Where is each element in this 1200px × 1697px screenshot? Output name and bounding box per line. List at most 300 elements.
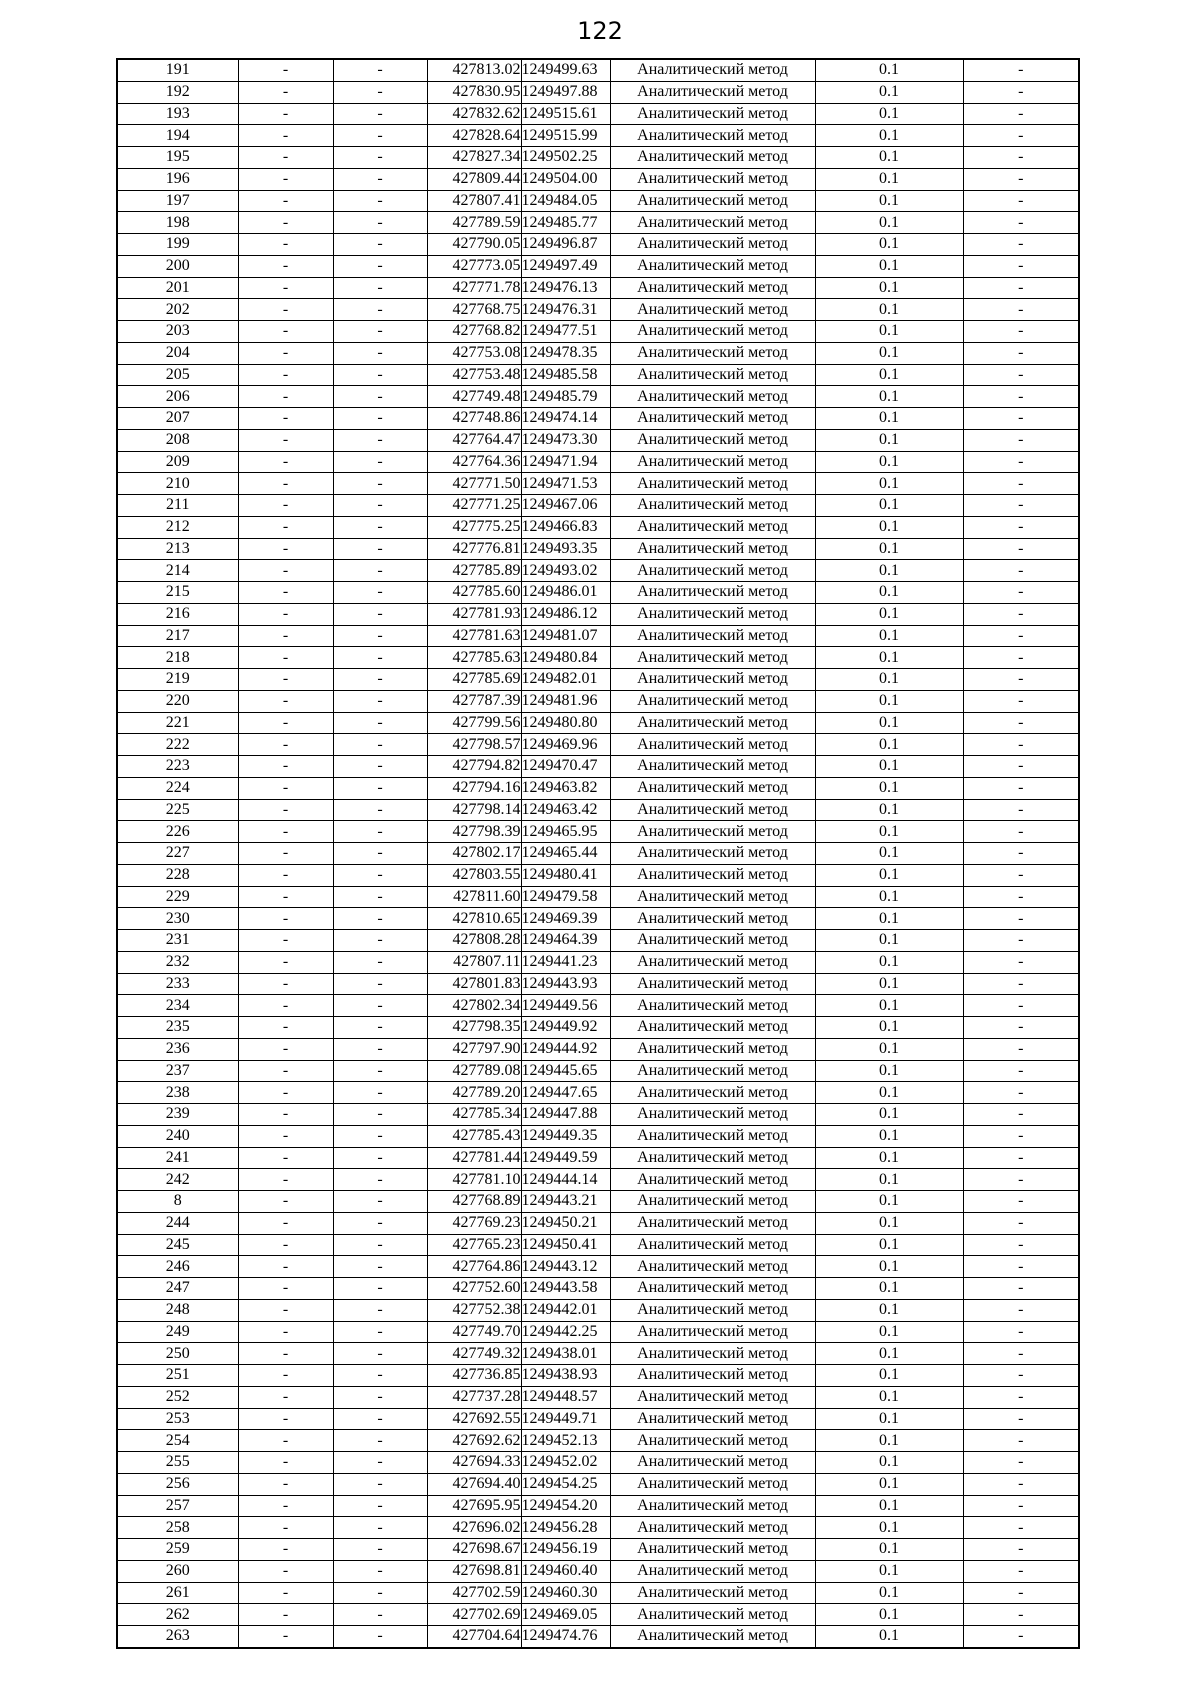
method-cell: Аналитический метод bbox=[610, 516, 815, 538]
table-row bbox=[117, 81, 1079, 103]
y-coordinate-cell: 1249444.92 bbox=[521, 1038, 610, 1060]
dash-cell: - bbox=[963, 495, 1079, 517]
dash-cell: - bbox=[963, 712, 1079, 734]
x-coordinate-cell: 427827.34 bbox=[427, 147, 521, 169]
x-coordinate-cell: 427773.05 bbox=[427, 255, 521, 277]
dash-cell: - bbox=[963, 125, 1079, 147]
y-coordinate-cell: 1249497.88 bbox=[521, 81, 610, 103]
x-coordinate-cell: 427789.59 bbox=[427, 212, 521, 234]
accuracy-cell: 0.1 bbox=[815, 886, 963, 908]
table-row bbox=[117, 125, 1079, 147]
dash-cell: - bbox=[238, 321, 333, 343]
method-cell: Аналитический метод bbox=[610, 1082, 815, 1104]
dash-cell: - bbox=[963, 734, 1079, 756]
dash-cell: - bbox=[238, 255, 333, 277]
dash-cell: - bbox=[963, 908, 1079, 930]
accuracy-cell: 0.1 bbox=[815, 1495, 963, 1517]
method-cell: Аналитический метод bbox=[610, 799, 815, 821]
dash-cell: - bbox=[238, 103, 333, 125]
dash-cell: - bbox=[963, 1495, 1079, 1517]
table-row bbox=[117, 255, 1079, 277]
method-cell: Аналитический метод bbox=[610, 1517, 815, 1539]
y-coordinate-cell: 1249442.25 bbox=[521, 1321, 610, 1343]
dash-cell: - bbox=[333, 1582, 427, 1604]
point-number-cell: 240 bbox=[117, 1125, 238, 1147]
method-cell: Аналитический метод bbox=[610, 190, 815, 212]
point-number-cell: 229 bbox=[117, 886, 238, 908]
dash-cell: - bbox=[238, 1604, 333, 1626]
dash-cell: - bbox=[333, 538, 427, 560]
dash-cell: - bbox=[963, 1343, 1079, 1365]
method-cell: Аналитический метод bbox=[610, 777, 815, 799]
method-cell: Аналитический метод bbox=[610, 603, 815, 625]
table-row bbox=[117, 973, 1079, 995]
accuracy-cell: 0.1 bbox=[815, 864, 963, 886]
y-coordinate-cell: 1249464.39 bbox=[521, 930, 610, 952]
dash-cell: - bbox=[963, 516, 1079, 538]
y-coordinate-cell: 1249448.57 bbox=[521, 1386, 610, 1408]
point-number-cell: 245 bbox=[117, 1234, 238, 1256]
dash-cell: - bbox=[333, 234, 427, 256]
method-cell: Аналитический метод bbox=[610, 1169, 815, 1191]
table-row bbox=[117, 386, 1079, 408]
dash-cell: - bbox=[238, 473, 333, 495]
dash-cell: - bbox=[238, 495, 333, 517]
point-number-cell: 260 bbox=[117, 1560, 238, 1582]
method-cell: Аналитический метод bbox=[610, 1430, 815, 1452]
dash-cell: - bbox=[333, 1321, 427, 1343]
y-coordinate-cell: 1249486.12 bbox=[521, 603, 610, 625]
dash-cell: - bbox=[238, 1386, 333, 1408]
x-coordinate-cell: 427785.43 bbox=[427, 1125, 521, 1147]
y-coordinate-cell: 1249449.71 bbox=[521, 1408, 610, 1430]
dash-cell: - bbox=[963, 1060, 1079, 1082]
dash-cell: - bbox=[238, 1365, 333, 1387]
point-number-cell: 242 bbox=[117, 1169, 238, 1191]
dash-cell: - bbox=[333, 516, 427, 538]
table-row bbox=[117, 843, 1079, 865]
y-coordinate-cell: 1249480.80 bbox=[521, 712, 610, 734]
table-row bbox=[117, 647, 1079, 669]
point-number-cell: 246 bbox=[117, 1256, 238, 1278]
dash-cell: - bbox=[963, 603, 1079, 625]
y-coordinate-cell: 1249482.01 bbox=[521, 669, 610, 691]
table-row bbox=[117, 908, 1079, 930]
dash-cell: - bbox=[963, 821, 1079, 843]
point-number-cell: 209 bbox=[117, 451, 238, 473]
method-cell: Аналитический метод bbox=[610, 429, 815, 451]
method-cell: Аналитический метод bbox=[610, 1604, 815, 1626]
dash-cell: - bbox=[238, 212, 333, 234]
method-cell: Аналитический метод bbox=[610, 451, 815, 473]
accuracy-cell: 0.1 bbox=[815, 1191, 963, 1213]
dash-cell: - bbox=[333, 1626, 427, 1648]
dash-cell: - bbox=[238, 843, 333, 865]
dash-cell: - bbox=[238, 799, 333, 821]
dash-cell: - bbox=[963, 1560, 1079, 1582]
dash-cell: - bbox=[238, 1104, 333, 1126]
table-body bbox=[117, 59, 1079, 1648]
y-coordinate-cell: 1249497.49 bbox=[521, 255, 610, 277]
dash-cell: - bbox=[238, 1473, 333, 1495]
y-coordinate-cell: 1249443.12 bbox=[521, 1256, 610, 1278]
table-row bbox=[117, 560, 1079, 582]
y-coordinate-cell: 1249474.14 bbox=[521, 408, 610, 430]
x-coordinate-cell: 427781.63 bbox=[427, 625, 521, 647]
dash-cell: - bbox=[238, 930, 333, 952]
x-coordinate-cell: 427696.02 bbox=[427, 1517, 521, 1539]
dash-cell: - bbox=[238, 1256, 333, 1278]
accuracy-cell: 0.1 bbox=[815, 582, 963, 604]
method-cell: Аналитический метод bbox=[610, 59, 815, 81]
method-cell: Аналитический метод bbox=[610, 1495, 815, 1517]
table-row bbox=[117, 625, 1079, 647]
dash-cell: - bbox=[963, 560, 1079, 582]
method-cell: Аналитический метод bbox=[610, 1191, 815, 1213]
accuracy-cell: 0.1 bbox=[815, 538, 963, 560]
table-row bbox=[117, 1321, 1079, 1343]
y-coordinate-cell: 1249481.96 bbox=[521, 690, 610, 712]
accuracy-cell: 0.1 bbox=[815, 408, 963, 430]
y-coordinate-cell: 1249450.21 bbox=[521, 1212, 610, 1234]
y-coordinate-cell: 1249471.53 bbox=[521, 473, 610, 495]
dash-cell: - bbox=[333, 386, 427, 408]
x-coordinate-cell: 427749.32 bbox=[427, 1343, 521, 1365]
point-number-cell: 219 bbox=[117, 669, 238, 691]
dash-cell: - bbox=[333, 930, 427, 952]
accuracy-cell: 0.1 bbox=[815, 1256, 963, 1278]
x-coordinate-cell: 427802.17 bbox=[427, 843, 521, 865]
x-coordinate-cell: 427764.86 bbox=[427, 1256, 521, 1278]
accuracy-cell: 0.1 bbox=[815, 995, 963, 1017]
accuracy-cell: 0.1 bbox=[815, 1408, 963, 1430]
x-coordinate-cell: 427789.20 bbox=[427, 1082, 521, 1104]
dash-cell: - bbox=[333, 1191, 427, 1213]
x-coordinate-cell: 427785.89 bbox=[427, 560, 521, 582]
dash-cell: - bbox=[963, 212, 1079, 234]
point-number-cell: 231 bbox=[117, 930, 238, 952]
x-coordinate-cell: 427702.59 bbox=[427, 1582, 521, 1604]
table-row bbox=[117, 995, 1079, 1017]
method-cell: Аналитический метод bbox=[610, 951, 815, 973]
y-coordinate-cell: 1249471.94 bbox=[521, 451, 610, 473]
point-number-cell: 215 bbox=[117, 582, 238, 604]
dash-cell: - bbox=[238, 1191, 333, 1213]
method-cell: Аналитический метод bbox=[610, 1321, 815, 1343]
point-number-cell: 197 bbox=[117, 190, 238, 212]
dash-cell: - bbox=[238, 1212, 333, 1234]
dash-cell: - bbox=[963, 582, 1079, 604]
y-coordinate-cell: 1249486.01 bbox=[521, 582, 610, 604]
dash-cell: - bbox=[963, 1321, 1079, 1343]
accuracy-cell: 0.1 bbox=[815, 799, 963, 821]
dash-cell: - bbox=[333, 321, 427, 343]
y-coordinate-cell: 1249460.40 bbox=[521, 1560, 610, 1582]
table-row bbox=[117, 1299, 1079, 1321]
accuracy-cell: 0.1 bbox=[815, 1125, 963, 1147]
y-coordinate-cell: 1249476.13 bbox=[521, 277, 610, 299]
x-coordinate-cell: 427694.40 bbox=[427, 1473, 521, 1495]
dash-cell: - bbox=[333, 603, 427, 625]
method-cell: Аналитический метод bbox=[610, 255, 815, 277]
accuracy-cell: 0.1 bbox=[815, 908, 963, 930]
method-cell: Аналитический метод bbox=[610, 1256, 815, 1278]
point-number-cell: 236 bbox=[117, 1038, 238, 1060]
table-row bbox=[117, 147, 1079, 169]
accuracy-cell: 0.1 bbox=[815, 234, 963, 256]
accuracy-cell: 0.1 bbox=[815, 777, 963, 799]
accuracy-cell: 0.1 bbox=[815, 734, 963, 756]
dash-cell: - bbox=[333, 147, 427, 169]
x-coordinate-cell: 427753.48 bbox=[427, 364, 521, 386]
dash-cell: - bbox=[333, 843, 427, 865]
y-coordinate-cell: 1249443.58 bbox=[521, 1278, 610, 1300]
accuracy-cell: 0.1 bbox=[815, 843, 963, 865]
dash-cell: - bbox=[238, 1539, 333, 1561]
x-coordinate-cell: 427828.64 bbox=[427, 125, 521, 147]
dash-cell: - bbox=[333, 951, 427, 973]
dash-cell: - bbox=[238, 821, 333, 843]
table-row bbox=[117, 495, 1079, 517]
point-number-cell: 221 bbox=[117, 712, 238, 734]
dash-cell: - bbox=[238, 647, 333, 669]
x-coordinate-cell: 427695.95 bbox=[427, 1495, 521, 1517]
dash-cell: - bbox=[333, 299, 427, 321]
dash-cell: - bbox=[333, 973, 427, 995]
y-coordinate-cell: 1249443.21 bbox=[521, 1191, 610, 1213]
table-row bbox=[117, 1539, 1079, 1561]
method-cell: Аналитический метод bbox=[610, 756, 815, 778]
dash-cell: - bbox=[238, 1626, 333, 1648]
table-row bbox=[117, 1473, 1079, 1495]
dash-cell: - bbox=[238, 234, 333, 256]
y-coordinate-cell: 1249493.02 bbox=[521, 560, 610, 582]
y-coordinate-cell: 1249450.41 bbox=[521, 1234, 610, 1256]
table-row bbox=[117, 886, 1079, 908]
method-cell: Аналитический метод bbox=[610, 995, 815, 1017]
x-coordinate-cell: 427776.81 bbox=[427, 538, 521, 560]
dash-cell: - bbox=[238, 951, 333, 973]
dash-cell: - bbox=[963, 951, 1079, 973]
method-cell: Аналитический метод bbox=[610, 495, 815, 517]
dash-cell: - bbox=[238, 1321, 333, 1343]
point-number-cell: 204 bbox=[117, 342, 238, 364]
table-row bbox=[117, 734, 1079, 756]
accuracy-cell: 0.1 bbox=[815, 495, 963, 517]
y-coordinate-cell: 1249449.35 bbox=[521, 1125, 610, 1147]
y-coordinate-cell: 1249456.19 bbox=[521, 1539, 610, 1561]
x-coordinate-cell: 427692.62 bbox=[427, 1430, 521, 1452]
x-coordinate-cell: 427768.75 bbox=[427, 299, 521, 321]
table-row bbox=[117, 1169, 1079, 1191]
accuracy-cell: 0.1 bbox=[815, 821, 963, 843]
table-row bbox=[117, 1147, 1079, 1169]
y-coordinate-cell: 1249470.47 bbox=[521, 756, 610, 778]
accuracy-cell: 0.1 bbox=[815, 299, 963, 321]
point-number-cell: 201 bbox=[117, 277, 238, 299]
table-row bbox=[117, 821, 1079, 843]
table-row bbox=[117, 408, 1079, 430]
dash-cell: - bbox=[963, 625, 1079, 647]
dash-cell: - bbox=[963, 930, 1079, 952]
table-row bbox=[117, 603, 1079, 625]
accuracy-cell: 0.1 bbox=[815, 1560, 963, 1582]
x-coordinate-cell: 427807.11 bbox=[427, 951, 521, 973]
y-coordinate-cell: 1249449.56 bbox=[521, 995, 610, 1017]
accuracy-cell: 0.1 bbox=[815, 1038, 963, 1060]
x-coordinate-cell: 427781.10 bbox=[427, 1169, 521, 1191]
dash-cell: - bbox=[963, 1104, 1079, 1126]
dash-cell: - bbox=[333, 1299, 427, 1321]
x-coordinate-cell: 427704.64 bbox=[427, 1626, 521, 1648]
x-coordinate-cell: 427794.82 bbox=[427, 756, 521, 778]
table-row bbox=[117, 473, 1079, 495]
method-cell: Аналитический метод bbox=[610, 408, 815, 430]
table-row bbox=[117, 1038, 1079, 1060]
accuracy-cell: 0.1 bbox=[815, 625, 963, 647]
point-number-cell: 196 bbox=[117, 168, 238, 190]
dash-cell: - bbox=[333, 560, 427, 582]
dash-cell: - bbox=[238, 1560, 333, 1582]
y-coordinate-cell: 1249463.42 bbox=[521, 799, 610, 821]
dash-cell: - bbox=[963, 1147, 1079, 1169]
point-number-cell: 230 bbox=[117, 908, 238, 930]
x-coordinate-cell: 427797.90 bbox=[427, 1038, 521, 1060]
accuracy-cell: 0.1 bbox=[815, 930, 963, 952]
dash-cell: - bbox=[963, 1234, 1079, 1256]
dash-cell: - bbox=[238, 1299, 333, 1321]
accuracy-cell: 0.1 bbox=[815, 647, 963, 669]
dash-cell: - bbox=[333, 799, 427, 821]
dash-cell: - bbox=[963, 538, 1079, 560]
point-number-cell: 252 bbox=[117, 1386, 238, 1408]
accuracy-cell: 0.1 bbox=[815, 451, 963, 473]
dash-cell: - bbox=[238, 560, 333, 582]
dash-cell: - bbox=[963, 1582, 1079, 1604]
x-coordinate-cell: 427810.65 bbox=[427, 908, 521, 930]
dash-cell: - bbox=[963, 669, 1079, 691]
x-coordinate-cell: 427768.82 bbox=[427, 321, 521, 343]
table-row bbox=[117, 799, 1079, 821]
accuracy-cell: 0.1 bbox=[815, 1386, 963, 1408]
x-coordinate-cell: 427811.60 bbox=[427, 886, 521, 908]
dash-cell: - bbox=[333, 1212, 427, 1234]
y-coordinate-cell: 1249485.77 bbox=[521, 212, 610, 234]
y-coordinate-cell: 1249460.30 bbox=[521, 1582, 610, 1604]
method-cell: Аналитический метод bbox=[610, 103, 815, 125]
dash-cell: - bbox=[333, 168, 427, 190]
x-coordinate-cell: 427809.44 bbox=[427, 168, 521, 190]
method-cell: Аналитический метод bbox=[610, 886, 815, 908]
table-row bbox=[117, 951, 1079, 973]
y-coordinate-cell: 1249449.59 bbox=[521, 1147, 610, 1169]
table-row bbox=[117, 1234, 1079, 1256]
dash-cell: - bbox=[333, 582, 427, 604]
dash-cell: - bbox=[238, 908, 333, 930]
table-row bbox=[117, 516, 1079, 538]
method-cell: Аналитический метод bbox=[610, 81, 815, 103]
table-row bbox=[117, 1278, 1079, 1300]
table-row bbox=[117, 1517, 1079, 1539]
dash-cell: - bbox=[963, 81, 1079, 103]
dash-cell: - bbox=[333, 756, 427, 778]
point-number-cell: 212 bbox=[117, 516, 238, 538]
dash-cell: - bbox=[963, 1539, 1079, 1561]
y-coordinate-cell: 1249473.30 bbox=[521, 429, 610, 451]
dash-cell: - bbox=[333, 1386, 427, 1408]
dash-cell: - bbox=[963, 168, 1079, 190]
dash-cell: - bbox=[333, 1365, 427, 1387]
x-coordinate-cell: 427832.62 bbox=[427, 103, 521, 125]
point-number-cell: 227 bbox=[117, 843, 238, 865]
accuracy-cell: 0.1 bbox=[815, 951, 963, 973]
table-row bbox=[117, 777, 1079, 799]
y-coordinate-cell: 1249496.87 bbox=[521, 234, 610, 256]
method-cell: Аналитический метод bbox=[610, 1365, 815, 1387]
accuracy-cell: 0.1 bbox=[815, 1626, 963, 1648]
method-cell: Аналитический метод bbox=[610, 473, 815, 495]
dash-cell: - bbox=[963, 756, 1079, 778]
dash-cell: - bbox=[238, 995, 333, 1017]
table-row bbox=[117, 1386, 1079, 1408]
dash-cell: - bbox=[238, 168, 333, 190]
dash-cell: - bbox=[963, 1169, 1079, 1191]
method-cell: Аналитический метод bbox=[610, 1539, 815, 1561]
dash-cell: - bbox=[238, 125, 333, 147]
y-coordinate-cell: 1249454.20 bbox=[521, 1495, 610, 1517]
x-coordinate-cell: 427789.08 bbox=[427, 1060, 521, 1082]
dash-cell: - bbox=[963, 973, 1079, 995]
method-cell: Аналитический метод bbox=[610, 1017, 815, 1039]
dash-cell: - bbox=[333, 712, 427, 734]
accuracy-cell: 0.1 bbox=[815, 1212, 963, 1234]
point-number-cell: 207 bbox=[117, 408, 238, 430]
accuracy-cell: 0.1 bbox=[815, 1169, 963, 1191]
point-number-cell: 8 bbox=[117, 1191, 238, 1213]
accuracy-cell: 0.1 bbox=[815, 712, 963, 734]
accuracy-cell: 0.1 bbox=[815, 103, 963, 125]
accuracy-cell: 0.1 bbox=[815, 190, 963, 212]
dash-cell: - bbox=[963, 799, 1079, 821]
accuracy-cell: 0.1 bbox=[815, 364, 963, 386]
y-coordinate-cell: 1249477.51 bbox=[521, 321, 610, 343]
x-coordinate-cell: 427694.33 bbox=[427, 1452, 521, 1474]
x-coordinate-cell: 427803.55 bbox=[427, 864, 521, 886]
method-cell: Аналитический метод bbox=[610, 669, 815, 691]
dash-cell: - bbox=[333, 690, 427, 712]
x-coordinate-cell: 427781.93 bbox=[427, 603, 521, 625]
table-row bbox=[117, 582, 1079, 604]
point-number-cell: 254 bbox=[117, 1430, 238, 1452]
table-row bbox=[117, 538, 1079, 560]
dash-cell: - bbox=[333, 1104, 427, 1126]
dash-cell: - bbox=[333, 277, 427, 299]
table-row bbox=[117, 690, 1079, 712]
method-cell: Аналитический метод bbox=[610, 212, 815, 234]
dash-cell: - bbox=[333, 1408, 427, 1430]
dash-cell: - bbox=[333, 1604, 427, 1626]
accuracy-cell: 0.1 bbox=[815, 277, 963, 299]
dash-cell: - bbox=[333, 473, 427, 495]
dash-cell: - bbox=[238, 625, 333, 647]
accuracy-cell: 0.1 bbox=[815, 168, 963, 190]
point-number-cell: 216 bbox=[117, 603, 238, 625]
accuracy-cell: 0.1 bbox=[815, 125, 963, 147]
x-coordinate-cell: 427771.78 bbox=[427, 277, 521, 299]
dash-cell: - bbox=[963, 1038, 1079, 1060]
y-coordinate-cell: 1249469.39 bbox=[521, 908, 610, 930]
method-cell: Аналитический метод bbox=[610, 1626, 815, 1648]
